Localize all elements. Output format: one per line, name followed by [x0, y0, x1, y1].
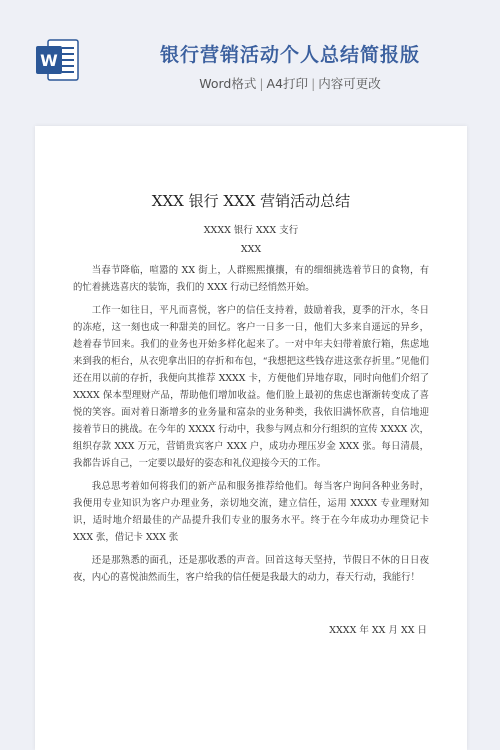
tag-format: Word格式	[199, 76, 257, 91]
tag-print: A4打印	[266, 76, 309, 91]
svg-text:W: W	[40, 51, 58, 70]
document-date: XXXX 年 XX 月 XX 日	[329, 625, 427, 636]
header-banner	[0, 0, 500, 112]
paragraph: 还是那熟悉的面孔，还是那收悉的声音。回首这每天坚持，节假日不休的日日夜夜，内心的喜悦油然而生，客户给我的信任便是我最大的动力，春天行动，我能行！	[73, 555, 429, 583]
paragraph: 工作一如往日，平凡而喜悦，客户的信任支持着，鼓励着我，夏季的汗水，冬日的冻疮，这一刻也成一种甜美的回忆。客户一日多一日，他们大多来自遥远的异乡，趁着春节回来。我们的业务也开始多样化起来了。一对中年夫妇带着旅行箱，焦虑地来到我的柜台，从衣兜拿出旧的存折和布包，“我想把这些钱存进这张存折里。”见他们还在用以前的存折，我便向其推荐 XXXX 卡，方便他们异地存取，同时向他们介绍了 XXXX 保本型理财产品，帮助他们增加收益。他们脸上最初的焦虑也渐渐转变成了喜悦的笑容。面对着日渐增多的业务量和富杂的业务种类，我依旧满怀欣喜，自信地迎接着节日的挑战。在今年的 XXXX 行动中，我参与网点和分行组织的宣传 XXXX 次，组织存款 XXX 万元，营销贵宾客户 XXX 户，成功办理压岁金 XXX 张。每日清晨，我都告诉自己，一定要以最好的姿态和礼仪迎接今天的工作。	[73, 305, 429, 469]
tag-editable: 内容可更改	[318, 76, 381, 91]
document-author: XXX	[240, 244, 262, 255]
document-organization: XXXX 银行 XXX 支行	[203, 225, 299, 236]
tag-divider: |	[311, 76, 316, 91]
document-title: XXX 银行 XXX 营销活动总结	[151, 192, 351, 210]
paragraph: 我总思考着如何将我们的新产品和服务推荐给他们。每当客户询问各种业务时，我便用专业知识为客户办理业务，亲切地交流，建立信任，运用 XXXX 专业理财知识，适时地介绍最佳的产品提升我们专业的服务水平。终于在今年成功办理贷记卡 XXX 张，借记卡 XXX 张	[73, 481, 429, 543]
tag-divider: |	[259, 76, 264, 91]
format-tags	[130, 74, 450, 92]
paragraph: 当春节降临，喧嚣的 XX 街上，人群熙熙攘攘，有的细细挑选着节日的食物，有的忙着挑选喜庆的装饰，我们的 XXX 行动已经悄然开始。	[73, 265, 429, 293]
document-body	[73, 262, 429, 592]
word-document-icon	[34, 38, 80, 82]
document-page	[35, 126, 467, 750]
page-title: 银行营销活动个人总结简报版	[159, 44, 420, 66]
